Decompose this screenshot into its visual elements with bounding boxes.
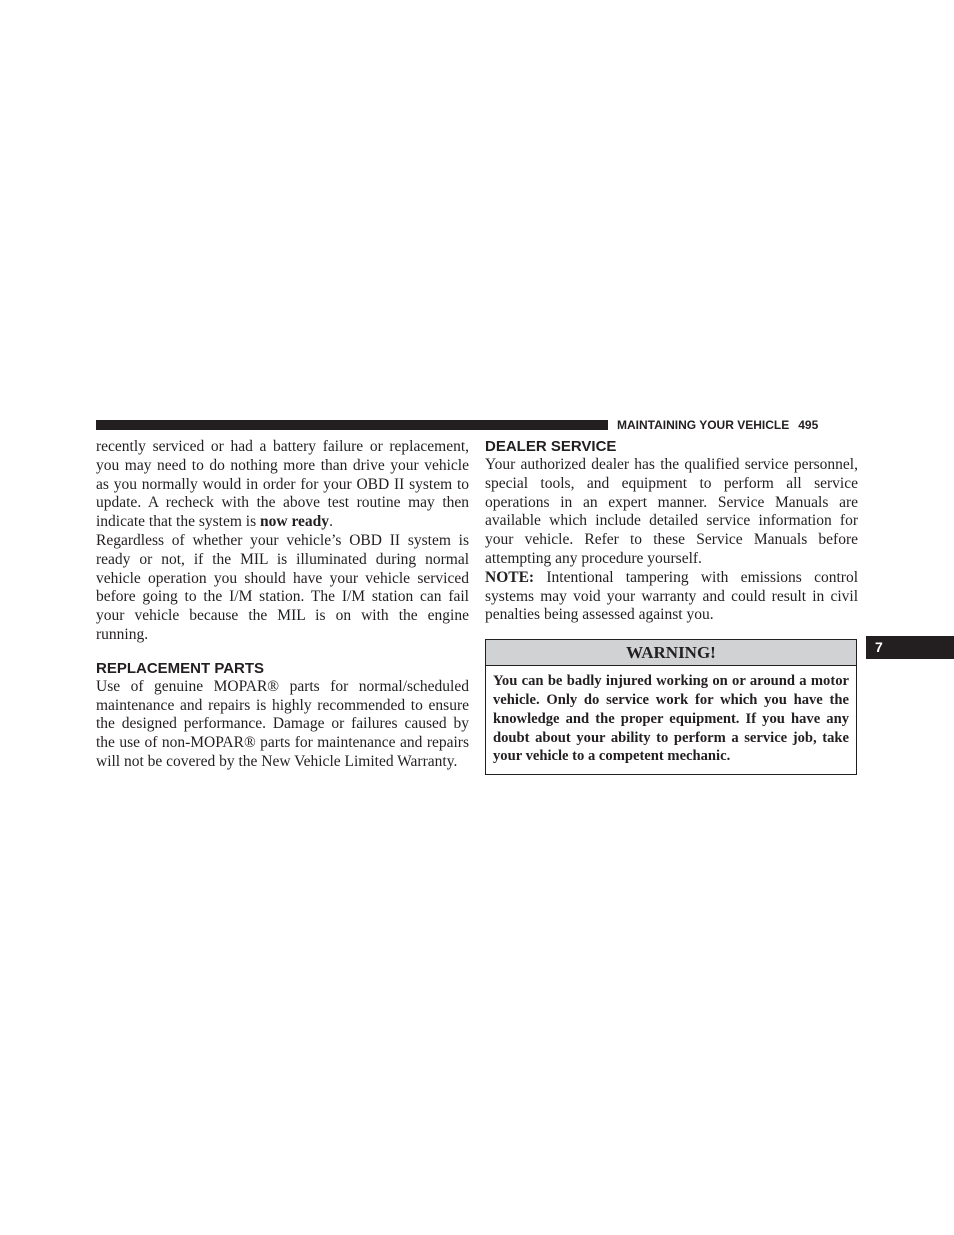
- paragraph-mil-illuminated: Regardless of whether your vehicle’s OBD II system is ready or not, if the MIL is illuminated during normal vehicle operation you should have your vehicle serviced before going to the I/M station. The I/M station can fail your vehicle because the MIL is on with the engine running.: [96, 531, 469, 643]
- warning-box: [485, 639, 857, 775]
- right-column: [485, 438, 858, 775]
- section-title: MAINTAINING YOUR VEHICLE: [617, 418, 790, 432]
- chapter-tab: 7: [866, 636, 954, 659]
- warning-title: WARNING!: [486, 640, 856, 666]
- heading-dealer-service: DEALER SERVICE: [485, 438, 617, 455]
- page-number: 495: [798, 418, 819, 432]
- note-emissions-tampering: [485, 569, 858, 625]
- running-header: [617, 417, 858, 433]
- now-ready-emphasis: now ready: [260, 513, 330, 531]
- paragraph-obd-recheck-text: recently serviced or had a battery failure or replacement, you may need to do nothing more than drive your vehicle as you normally would in order for your OBD II system to update. A recheck with the above test routine may then indicate that the system is: [96, 438, 469, 531]
- header-rule: [96, 420, 608, 430]
- note-text: Intentional tampering with emissions control systems may void your warranty and could result in civil penalties being assessed against you.: [485, 568, 858, 624]
- paragraph-mopar-parts: Use of genuine MOPAR® parts for normal/scheduled maintenance and repairs is highly recommended to ensure the designed performance. Damage or failures caused by the use of non-MOPAR® parts for maintenance and repairs will not be covered by the New Vehicle Limited Warranty.: [96, 677, 469, 770]
- note-label: NOTE:: [485, 568, 535, 586]
- paragraph-dealer-service: Your authorized dealer has the qualified service personnel, special tools, and equipment to perform all service operations in an expert manner. Service Manuals are available which include detailed service information for your vehicle. Refer to these Service Manuals before attempting any procedure yourself.: [485, 456, 858, 567]
- warning-text: You can be badly injured working on or around a motor vehicle. Only do service work for which you have the knowledge and the proper equipment. If you have any doubt about your ability to perform a service job, take your vehicle to a competent mechanic.: [493, 673, 849, 765]
- paragraph-obd-recheck: [96, 438, 469, 532]
- paragraph-obd-recheck-end: .: [329, 513, 333, 531]
- left-column: [96, 438, 469, 772]
- heading-replacement-parts: REPLACEMENT PARTS: [96, 659, 265, 677]
